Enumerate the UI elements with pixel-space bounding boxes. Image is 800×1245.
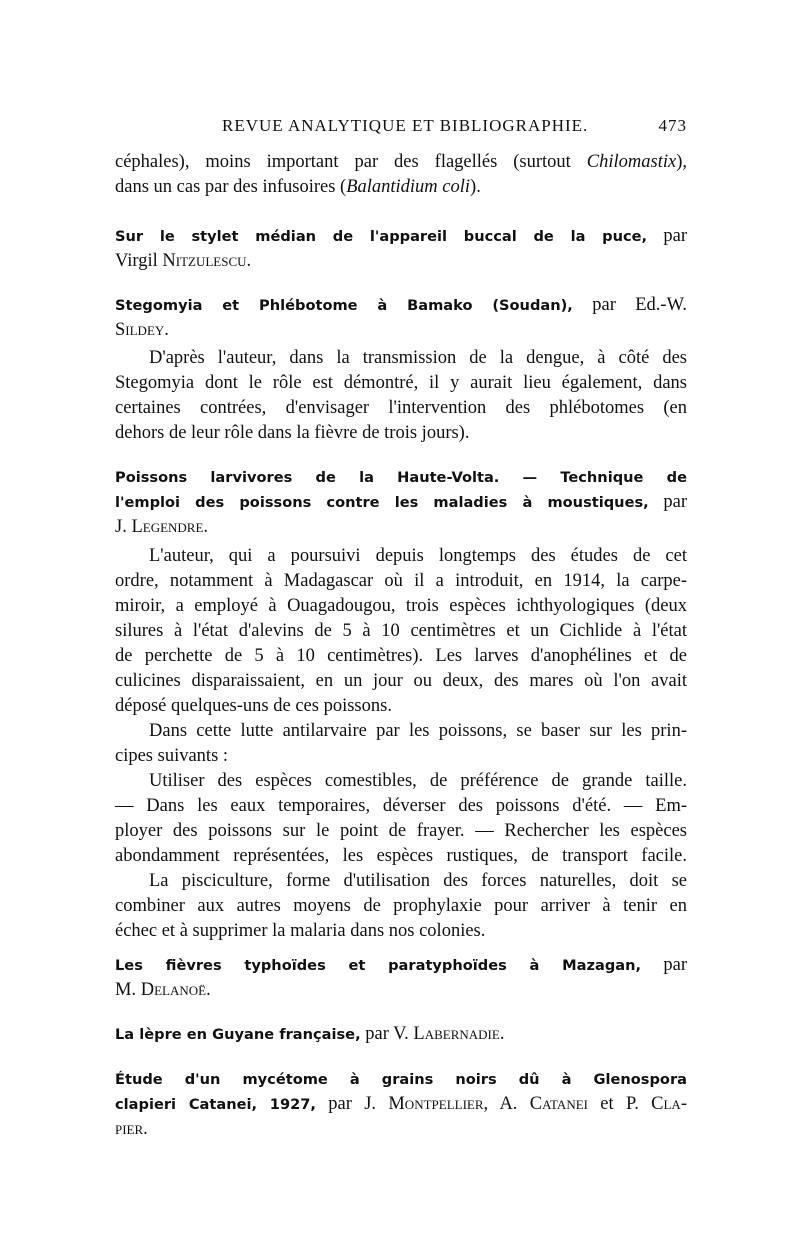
body-line: certaines contrées, d'envisager l'intervention des phlébotomes (en (115, 398, 687, 418)
intro-paragraph (115, 150, 687, 200)
text-line: céphales), moins important par des flagellés (surtout Chilomastix), (115, 152, 687, 172)
article-title: La lèpre en Guyane française, par V. Labernadie. (115, 1024, 505, 1044)
article-title: Étude d'un mycétome à grains noirs dû à Glenospora (115, 1071, 687, 1088)
article-stegomyia-bamako (115, 293, 687, 343)
body-line: L'auteur, qui a poursuivi depuis longtemps des études de cet (149, 546, 687, 566)
article-poissons-body (115, 544, 687, 944)
body-line: ordre, notamment à Madagascar où il a introduit, en 1914, la carpe- (115, 571, 687, 591)
article-author: Virgil Nitzulescu. (115, 251, 252, 271)
body-line: abondamment représentées, les espèces rustiques, de transport facile. (115, 846, 687, 866)
article-stylet-puce (115, 224, 687, 274)
body-line: D'après l'auteur, dans la transmission de la dengue, à côté des (149, 348, 687, 368)
article-title: Poissons larvivores de la Haute-Volta. — Technique de (115, 469, 687, 486)
article-title: Sur le stylet médian de l'appareil buccal de la puce, par (115, 226, 687, 246)
body-line: échec et à supprimer la malaria dans nos colonies. (115, 921, 486, 941)
body-line: silures à l'état d'alevins de 5 à 10 centimètres et un Cichlide à l'état (115, 621, 687, 641)
article-poissons-larvivores (115, 465, 687, 540)
running-title: REVUE ANALYTIQUE ET BIBLIOGRAPHIE. (222, 116, 589, 135)
article-author: Sildey. (115, 320, 169, 340)
body-line: — Dans les eaux temporaires, déverser des poissons d'été. — Em- (115, 796, 687, 816)
article-title: Les fièvres typhoïdes et paratyphoïdes à Mazagan, par (115, 955, 687, 975)
running-header (115, 116, 687, 140)
body-line: La pisciculture, forme d'utilisation des forces naturelles, doit se (149, 871, 687, 891)
article-lepre-guyane (115, 1022, 687, 1047)
body-line: ployer des poissons sur le point de frayer. — Rechercher les espèces (115, 821, 687, 841)
body-line: Stegomyia dont le rôle est démontré, il y aurait lieu également, dans (115, 373, 687, 393)
text-line: dans un cas par des infusoires (Balantidium coli). (115, 177, 481, 197)
body-line: miroir, a employé à Ouagadougou, trois espèces ichthyologiques (deux (115, 596, 687, 616)
article-author: pier. (115, 1119, 148, 1139)
body-line: dehors de leur rôle dans la fièvre de trois jours). (115, 423, 470, 443)
article-mycetome (115, 1067, 687, 1142)
body-line: combiner aux autres moyens de prophylaxie pour arriver à tenir en (115, 896, 687, 916)
body-line: Dans cette lutte antilarvaire par les poissons, se baser sur les prin- (149, 721, 687, 741)
article-title: Stegomyia et Phlébotome à Bamako (Soudan), par Ed.-W. (115, 295, 687, 315)
body-line: cipes suivants : (115, 746, 229, 766)
article-title: l'emploi des poissons contre les maladies à moustiques, par (115, 492, 687, 512)
body-line: déposé quelques-uns de ces poissons. (115, 696, 392, 716)
body-line: Utiliser des espèces comestibles, de préférence de grande taille. (149, 771, 687, 791)
article-title: clapieri Catanei, 1927, par J. Montpellier, A. Catanei et P. Cla- (115, 1094, 687, 1114)
article-fievres-mazagan (115, 953, 687, 1003)
body-line: de perchette de 5 à 10 centimètres). Les larves d'anophélines et de (115, 646, 687, 666)
page-number: 473 (658, 116, 687, 135)
article-stegomyia-body (115, 346, 687, 446)
article-author: J. Legendre. (115, 517, 209, 537)
body-line: culicines disparaissaient, en un jour ou deux, des mares où l'on avait (115, 671, 687, 691)
article-author: M. Delanoë. (115, 980, 211, 1000)
